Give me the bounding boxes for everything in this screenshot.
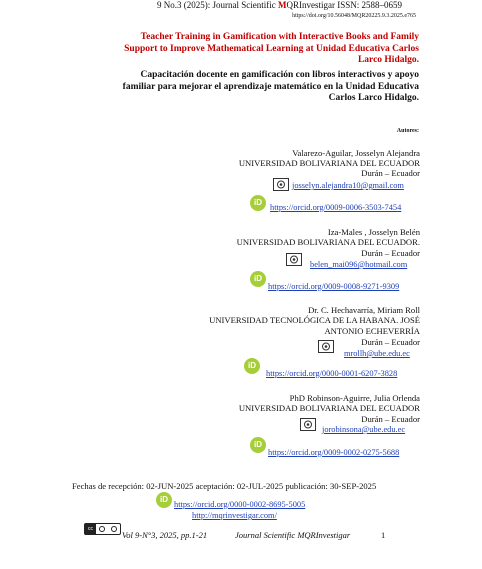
envelope-icon — [318, 340, 334, 353]
author-email[interactable]: belen_mai096@hotmail.com — [310, 260, 408, 269]
mqr-logo-glyph: M — [277, 0, 287, 10]
publication-dates: Fechas de recepción: 02-JUN-2025 aceptación: 02-JUL-2025 publicación: 30-SEP-2025 — [72, 481, 377, 491]
orcid-icon: iD — [250, 437, 266, 453]
author-orcid[interactable]: https://orcid.org/0009-0006-3503-7454 — [270, 203, 402, 212]
author-orcid[interactable]: https://orcid.org/0009-0002-0275-5688 — [268, 448, 400, 457]
journal-orcid[interactable]: https://orcid.org/0000-0002-8695-5005 — [174, 500, 306, 509]
cc-badge-text: cc — [85, 524, 96, 535]
title-english — [124, 32, 419, 67]
issue-text: 9 No.3 (2025): Journal Scientific — [157, 0, 276, 10]
creative-commons-icon — [84, 523, 121, 535]
envelope-icon — [273, 178, 289, 191]
title-en-line: Support to Improve Mathematical Learning at Unidad Educativa Carlos — [124, 43, 419, 54]
author-institution: UNIVERSIDAD BOLIVARIANA DEL ECUADOR — [238, 403, 420, 413]
author-institution: UNIVERSIDAD BOLIVARIANA DEL ECUADOR. — [236, 237, 420, 247]
page-number: 1 — [381, 530, 386, 540]
author-email[interactable]: mrollh@ube.edu.ec — [344, 349, 410, 358]
journal-issn: QRInvestigar ISSN: 2588–0659 — [286, 0, 402, 10]
author-location: Durán – Ecuador — [361, 248, 420, 258]
orcid-icon: iD — [244, 358, 260, 374]
author-orcid[interactable]: https://orcid.org/0009-0008-9271-9309 — [268, 282, 400, 291]
autores-heading: Autores: — [396, 128, 419, 134]
author-email[interactable]: jorobinsona@ube.edu.ec — [322, 425, 406, 434]
title-en-line: Teacher Training in Gamification with Interactive Books and Family — [140, 32, 419, 42]
title-en-line: Larco Hidalgo. — [357, 55, 419, 65]
title-spanish — [123, 70, 419, 105]
orcid-icon: iD — [250, 195, 266, 211]
envelope-icon — [286, 253, 302, 266]
author-name: PhD Robinson-Aguirre, Julia Orlenda — [289, 393, 420, 403]
author-institution: ANTONIO ECHEVERRÍA — [324, 326, 420, 336]
doi-link[interactable]: https://doi.org/10.56048/MQR20225.9.3.2025.e765 — [292, 13, 416, 19]
title-es-line: Carlos Larco Hidalgo. — [328, 93, 419, 103]
author-location: Durán – Ecuador — [361, 414, 420, 424]
author-institution: UNIVERSIDAD TECNOLÓGICA DE LA HABANA. JOSÉ — [209, 315, 420, 325]
envelope-icon — [300, 418, 316, 431]
footer-journal: Journal Scientific MQRInvestigar — [235, 530, 351, 540]
orcid-icon: iD — [156, 492, 172, 508]
author-institution: UNIVERSIDAD BOLIVARIANA DEL ECUADOR — [238, 158, 420, 168]
footer-volume: Vol 9-N°3, 2025, pp.1-21 — [122, 530, 208, 540]
author-name: Iza-Males , Josselyn Belén — [327, 227, 420, 237]
author-name: Valarezo-Aguilar, Josselyn Alejandra — [292, 148, 420, 158]
journal-url[interactable]: http://mqrinvestigar.com/ — [192, 511, 277, 520]
author-location: Durán – Ecuador — [361, 337, 420, 347]
author-name: Dr. C. Hechavarría, Miriam Roll — [308, 305, 420, 315]
orcid-icon: iD — [250, 271, 266, 287]
title-es-line: familiar para mejorar el aprendizaje matemático en la Unidad Educativa — [122, 81, 419, 92]
running-header — [157, 0, 402, 10]
author-email[interactable]: josselyn.alejandra10@gmail.com — [292, 181, 404, 190]
author-orcid[interactable]: https://orcid.org/0000-0001-6207-3828 — [266, 369, 398, 378]
author-location: Durán – Ecuador — [361, 168, 420, 178]
title-es-line: Capacitación docente en gamificación con libros interactivos y apoyo — [140, 70, 419, 80]
